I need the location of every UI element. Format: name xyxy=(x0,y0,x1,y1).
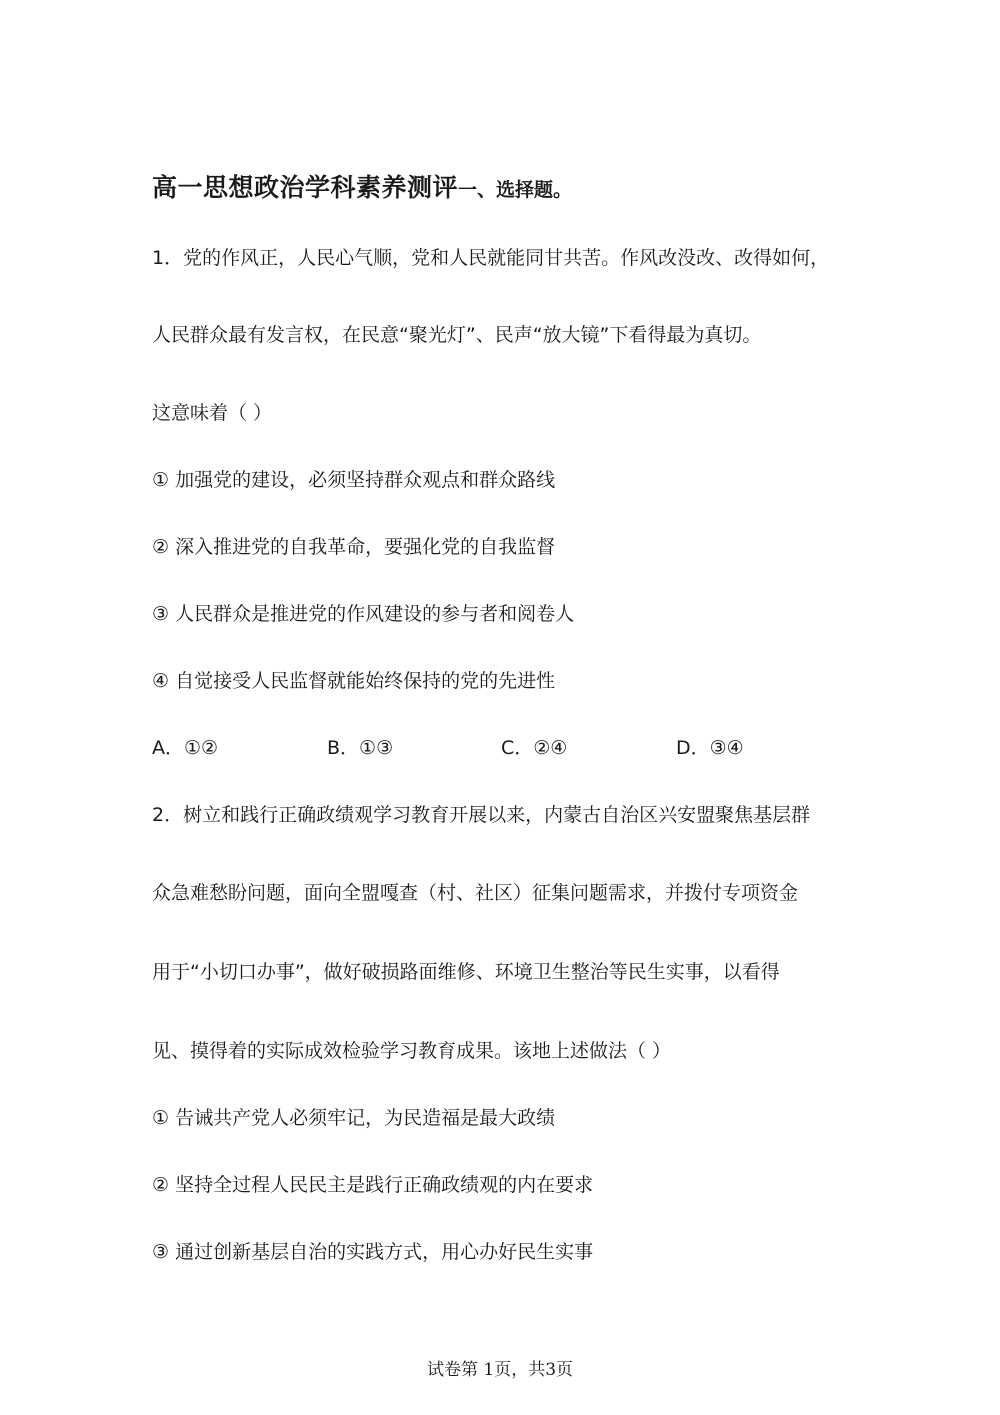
question-2-stem-line-3: 用于“小切口办事”，做好破损路面维修、环境卫生整治等民生实事，以看得 xyxy=(152,961,780,983)
document-heading xyxy=(152,168,572,204)
section-heading: 一、选择题。 xyxy=(458,179,573,201)
question-1-option-b: B．①③ xyxy=(327,737,394,759)
question-2-stem-line-4: 见、摸得着的实际成效检验学习教育成果。该地上述做法（ ） xyxy=(152,1040,672,1062)
document-title: 高一思想政治学科素养测评 xyxy=(152,173,459,202)
question-2-stem-line-2: 众急难愁盼问题，面向全盟嘎查（村、社区）征集问题需求，并拨付专项资金 xyxy=(152,882,799,904)
question-1-stem-line-1: 1．党的作风正，人民心气顺，党和人民就能同甘共苦。作风改没改、改得如何， xyxy=(152,247,830,269)
question-1-stem-line-3: 这意味着（ ） xyxy=(152,402,273,424)
question-2-statement-1: ① 告诫共产党人必须牢记，为民造福是最大政绩 xyxy=(152,1107,556,1129)
question-1-option-c: C．②④ xyxy=(501,737,568,759)
question-2-statement-3: ③ 通过创新基层自治的实践方式，用心办好民生实事 xyxy=(152,1241,594,1263)
question-1-statement-1: ① 加强党的建设，必须坚持群众观点和群众路线 xyxy=(152,469,556,491)
question-2-stem-line-1: 2．树立和践行正确政绩观学习教育开展以来，内蒙古自治区兴安盟聚焦基层群 xyxy=(152,804,811,826)
question-1-stem-line-2: 人民群众最有发言权，在民意“聚光灯”、民声“放大镜”下看得最为真切。 xyxy=(152,324,762,346)
page-footer: 试卷第 1页，共3页 xyxy=(426,1360,574,1380)
question-1-option-a: A．①② xyxy=(152,737,219,759)
question-1-option-d: D．③④ xyxy=(676,737,744,759)
question-1-statement-2: ② 深入推进党的自我革命，要强化党的自我监督 xyxy=(152,536,556,558)
question-2-statement-2: ② 坚持全过程人民民主是践行正确政绩观的内在要求 xyxy=(152,1174,594,1196)
question-1-statement-4: ④ 自觉接受人民监督就能始终保持的党的先进性 xyxy=(152,670,556,692)
question-1-statement-3: ③ 人民群众是推进党的作风建设的参与者和阅卷人 xyxy=(152,603,575,625)
